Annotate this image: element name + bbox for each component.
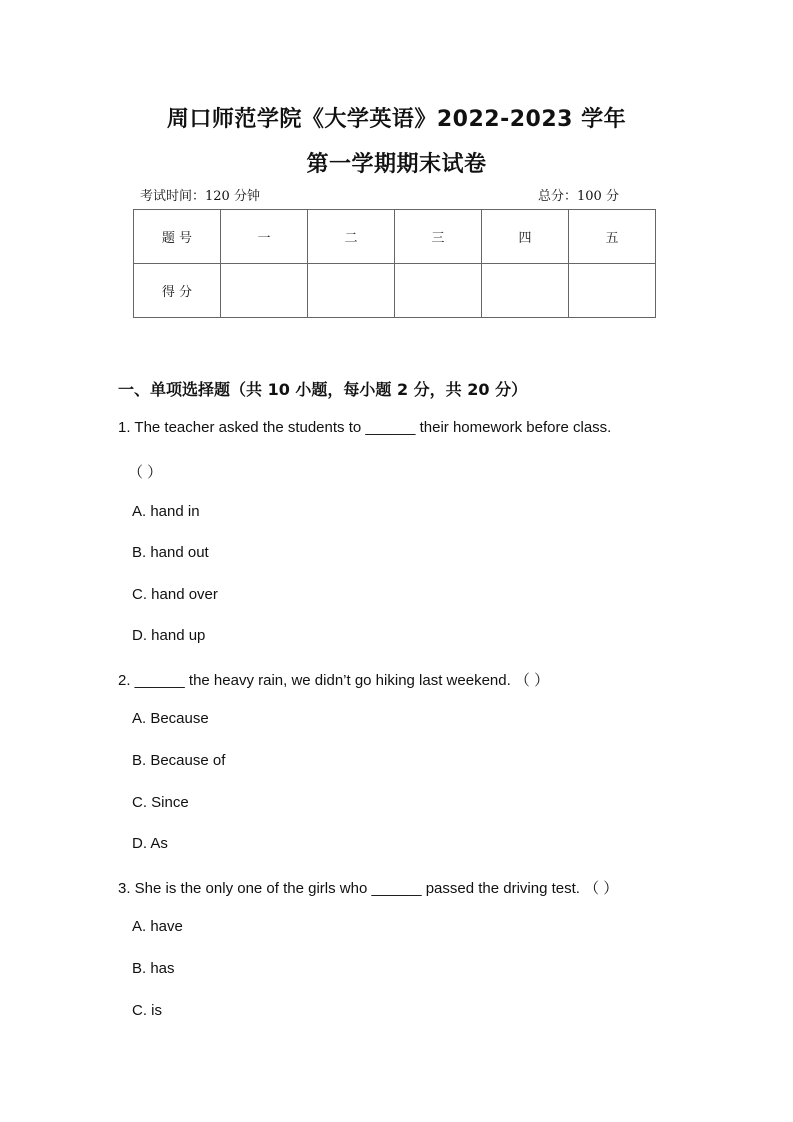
exam-subtitle: 第一学期期末试卷: [306, 152, 487, 177]
score-cell-4: [482, 264, 569, 318]
question-3-option-c: C. is: [132, 1002, 162, 1019]
exam-time: 考试时间：120 分钟: [140, 189, 260, 204]
question-1-stem: 1. The teacher asked the students to ______ their homework before class.: [118, 419, 612, 436]
column-header-2: 二: [308, 210, 395, 264]
question-1-option-a: A. hand in: [132, 503, 200, 520]
column-header-1: 一: [221, 210, 308, 264]
question-2-stem: 2. ______ the heavy rain, we didn’t go hiking last weekend. （ ）: [118, 672, 550, 689]
score-cell-1: [221, 264, 308, 318]
score-table-score-row: [134, 264, 656, 318]
question-2-option-d: D. As: [132, 835, 168, 852]
question-2-option-a: A. Because: [132, 710, 209, 727]
score-label: 得 分: [134, 264, 221, 318]
question-1-option-d: D. hand up: [132, 627, 206, 644]
question-1-answer-bracket: （ ）: [128, 464, 163, 481]
question-3-option-a: A. have: [132, 918, 183, 935]
question-number-label: 题 号: [134, 210, 221, 264]
exam-title: 周口师范学院《大学英语》2022-2023 学年: [166, 107, 627, 132]
question-1-option-c: C. hand over: [132, 586, 218, 603]
column-header-5: 五: [569, 210, 656, 264]
section-heading: 一、单项选择题（共 10 小题，每小题 2 分，共 20 分）: [118, 380, 528, 399]
column-header-4: 四: [482, 210, 569, 264]
question-3-option-b: B. has: [132, 960, 175, 977]
question-1-option-b: B. hand out: [132, 544, 209, 561]
column-header-3: 三: [395, 210, 482, 264]
score-table-header-row: [134, 210, 656, 264]
total-score: 总分：100 分: [538, 189, 619, 204]
score-cell-2: [308, 264, 395, 318]
question-3-stem: 3. She is the only one of the girls who ______ passed the driving test. （ ）: [118, 880, 619, 897]
score-cell-5: [569, 264, 656, 318]
score-cell-3: [395, 264, 482, 318]
question-2-option-c: C. Since: [132, 794, 189, 811]
score-table: [133, 209, 656, 318]
question-2-option-b: B. Because of: [132, 752, 226, 769]
